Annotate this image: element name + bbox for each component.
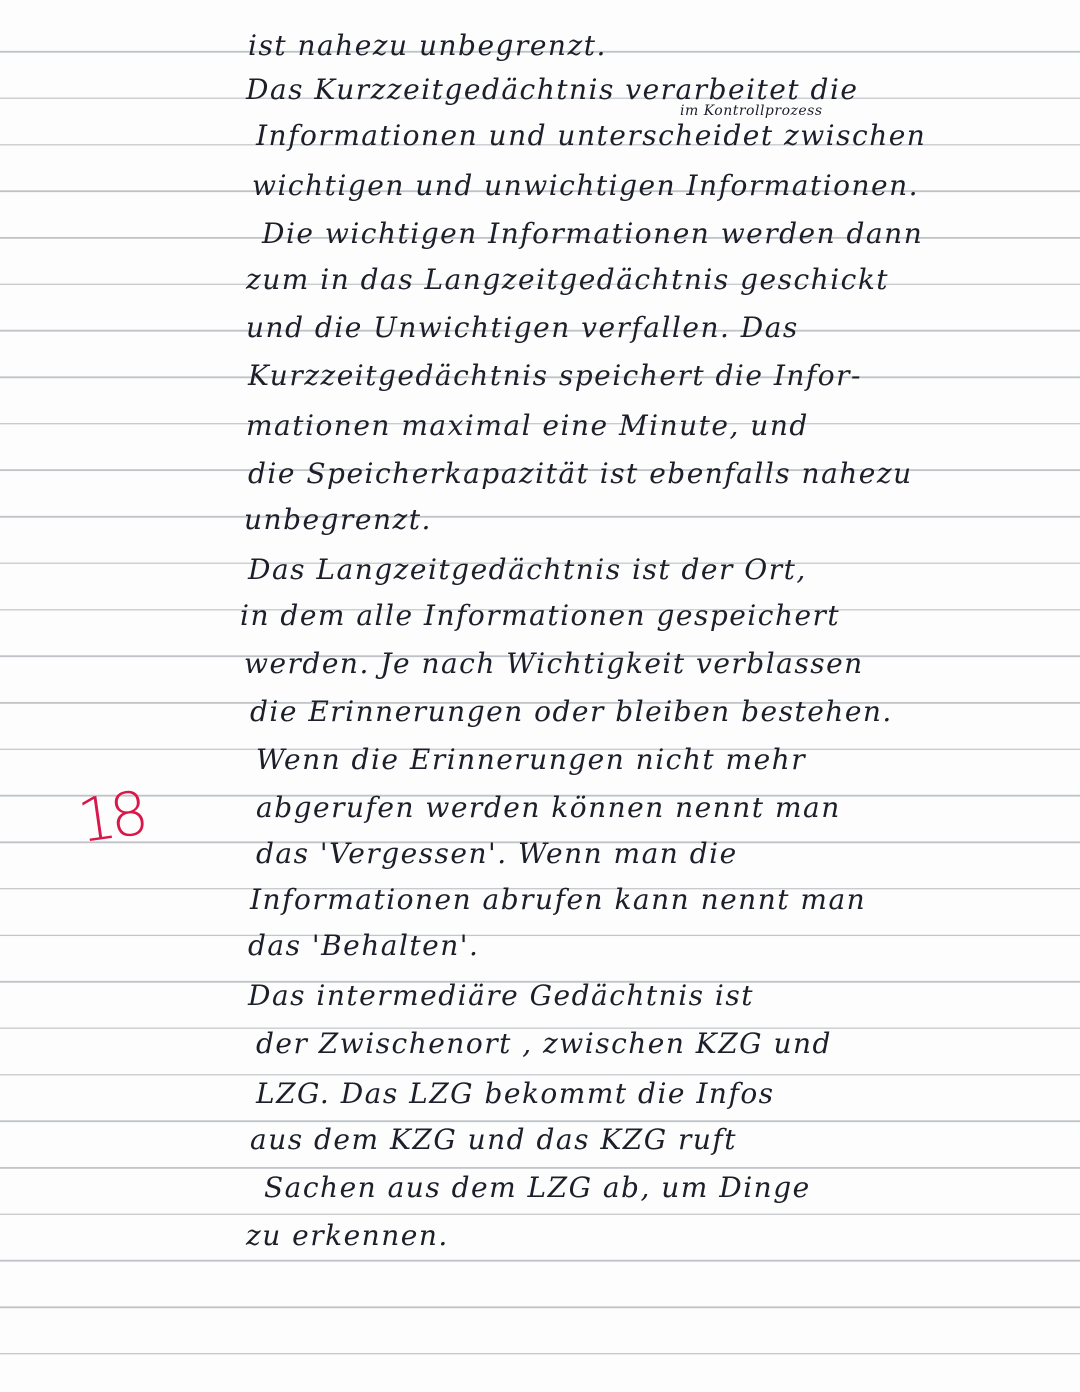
text-line-12: Das Langzeitgedächtnis ist der Ort, (248, 553, 807, 586)
text-line-8: Kurzzeitgedächtnis speichert die Infor- (248, 359, 862, 392)
text-line-22: der Zwischenort , zwischen KZG und (256, 1027, 832, 1060)
text-line-7: und die Unwichtigen verfallen. Das (246, 311, 799, 344)
text-line-24: aus dem KZG und das KZG ruft (250, 1123, 738, 1156)
text-line-15: die Erinnerungen oder bleiben bestehen. (250, 695, 893, 728)
text-line-4: wichtigen und unwichtigen Informationen. (252, 169, 920, 202)
text-line-13: in dem alle Informationen gespeichert (240, 599, 841, 632)
text-line-21: Das intermediäre Gedächtnis ist (248, 979, 755, 1012)
text-line-2: Das Kurzzeitgedächtnis verarbeitet die (246, 73, 859, 106)
text-line-14: werden. Je nach Wichtigkeit verblassen (244, 647, 864, 680)
text-line-26: zu erkennen. (246, 1219, 449, 1252)
text-line-9: mationen maximal eine Minute, und (246, 409, 809, 442)
text-line-19: Informationen abrufen kann nennt man (250, 883, 867, 916)
text-line-23: LZG. Das LZG bekommt die Infos (256, 1077, 775, 1110)
text-line-5: Die wichtigen Informationen werden dann (262, 217, 924, 250)
text-line-18: das 'Vergessen'. Wenn man die (256, 837, 738, 870)
text-line-10: die Speicherkapazität ist ebenfalls nahezu (248, 457, 913, 490)
text-line-16: Wenn die Erinnerungen nicht mehr (256, 743, 807, 776)
text-line-25: Sachen aus dem LZG ab, um Dinge (264, 1171, 811, 1204)
text-line-6: zum in das Langzeitgedächtnis geschickt (246, 263, 890, 296)
text-line-3: Informationen und unterscheidet zwischen (256, 119, 927, 152)
insertion-note: im Kontrollprozess (680, 103, 823, 119)
text-line-20: das 'Behalten'. (248, 929, 480, 962)
text-line-11: unbegrenzt. (244, 503, 432, 536)
text-line-17: abgerufen werden können nennt man (256, 791, 841, 824)
text-line-1: ist nahezu unbegrenzt. (248, 29, 607, 62)
grade-mark: 18 (73, 778, 147, 858)
